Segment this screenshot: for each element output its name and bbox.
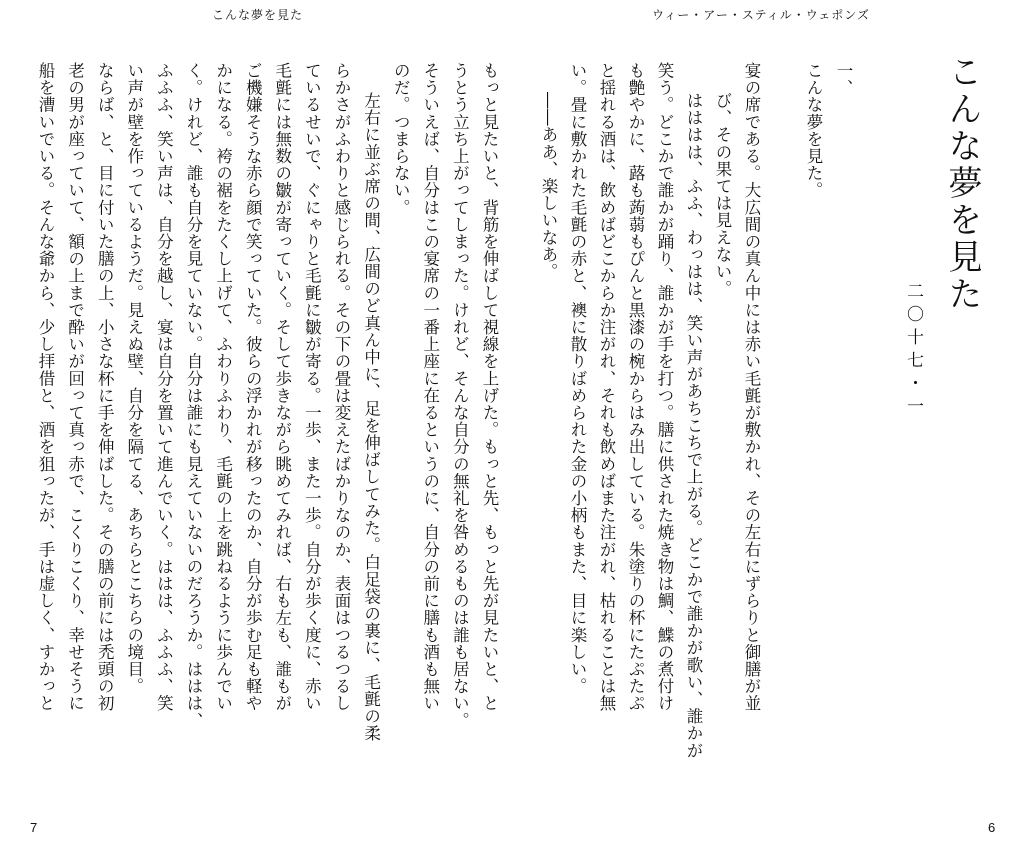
body-line: い声が壁を作っているようだ。見えぬ壁、自分を隔てる、あちらとこちらの境目。 (124, 62, 144, 695)
body-line: ているせいで、ぐにゃりと毛氈に皺が寄る。一歩、また一歩。自分が歩く度に、赤い (302, 62, 322, 712)
body-line: く。けれど、誰も自分を見ていない。自分は誰にも見えていないのだろうか。ははは、 (184, 62, 203, 729)
body-line: ――ああ、楽しいなあ。 (539, 92, 558, 281)
body-line: のだ。つまらない。 (391, 62, 411, 216)
body-line: はははは、ふふ、わっはは、笑い声があちこちで上がる。どこかで誰かが歌い、誰かが (684, 92, 703, 759)
page-number-right: 6 (988, 820, 996, 835)
section-number: 一、 (834, 62, 853, 97)
body-line: 宴の席である。大広間の真ん中には赤い毛氈が敷かれ、その左右にずらりと御膳が並 (742, 62, 761, 712)
body-line: かになる。袴の裾をたくし上げて、ふわりふわり、毛氈の上を跳ねるように歩んでい (213, 62, 233, 712)
body-line: と揺れる酒は、飲めばどこからか注がれ、それも飲めばまた注がれ、枯れることは無 (597, 62, 616, 712)
page-number-left: 7 (30, 820, 38, 835)
body-line: もっと見たいと、背筋を伸ばして視線を上げた。もっと先、もっと先が見たいと、と (480, 62, 499, 712)
body-line: 毛氈には無数の皺が寄っていく。そして歩きながら眺めてみれば、右も左も、誰もが (272, 62, 292, 712)
body-line: ふふふ、笑い声は、自分を越し、宴は自分を置いて進んでいく。ははは、ふふふ、笑 (154, 62, 174, 712)
body-line: 笑う。どこかで誰かが踊り、誰かが手を打つ。膳に供された焼き物は鯛、鰈の煮付け (655, 62, 674, 712)
body-line: 老の男が座っていて、額の上まで酔いが回って真っ赤で、こくりこくり、幸せそうに (65, 62, 85, 712)
body-line: び、その果ては見えない。 (713, 92, 732, 298)
body-line: らかさがふわりと感じられる。その下の畳は変えたばかりなのか、表面はつるつるし (332, 62, 351, 712)
section-heading: こんな夢を見た。 (804, 62, 823, 199)
body-line: 左右に並ぶ席の間、広間のど真ん中に、足を伸ばしてみた。白足袋の裏に、毛氈の柔 (361, 92, 381, 742)
chapter-title: こんな夢を見た (942, 54, 982, 313)
body-line: そういえば、自分はこの宴席の一番上座に在るというのに、自分の前に膳も酒も無い (420, 62, 440, 712)
body-line: ご機嫌そうな赤ら顔で笑っていた。彼らの浮かれが移ったのか、自分が歩む足も軽や (243, 62, 263, 712)
body-line: い。畳に敷かれた毛氈の赤と、襖に散りばめられた金の小柄もまた、目に楽しい。 (568, 62, 587, 695)
running-header-left: こんな夢を見た (212, 8, 304, 22)
body-line: ならば、と、目に付いた膳の上、小さな杯に手を伸ばした。その膳の前には禿頭の初 (95, 62, 115, 712)
running-header-right: ウィー・アー・スティル・ウェポンズ (652, 8, 870, 22)
body-line: も艶やかに、蕗も蒟蒻もぴんと黒漆の椀からはみ出している。朱塗りの杯にたぷたぷ (626, 62, 645, 712)
body-line: うとう立ち上がってしまった。けれど、そんな自分の無礼を咎めるものは誰も居ない。 (450, 62, 470, 729)
body-line: 船を漕いでいる。そんな爺から、少し拝借と、酒を狙ったが、手は虚しく、すかっと (36, 62, 55, 712)
chapter-date: 二〇十七・一 (903, 282, 923, 420)
